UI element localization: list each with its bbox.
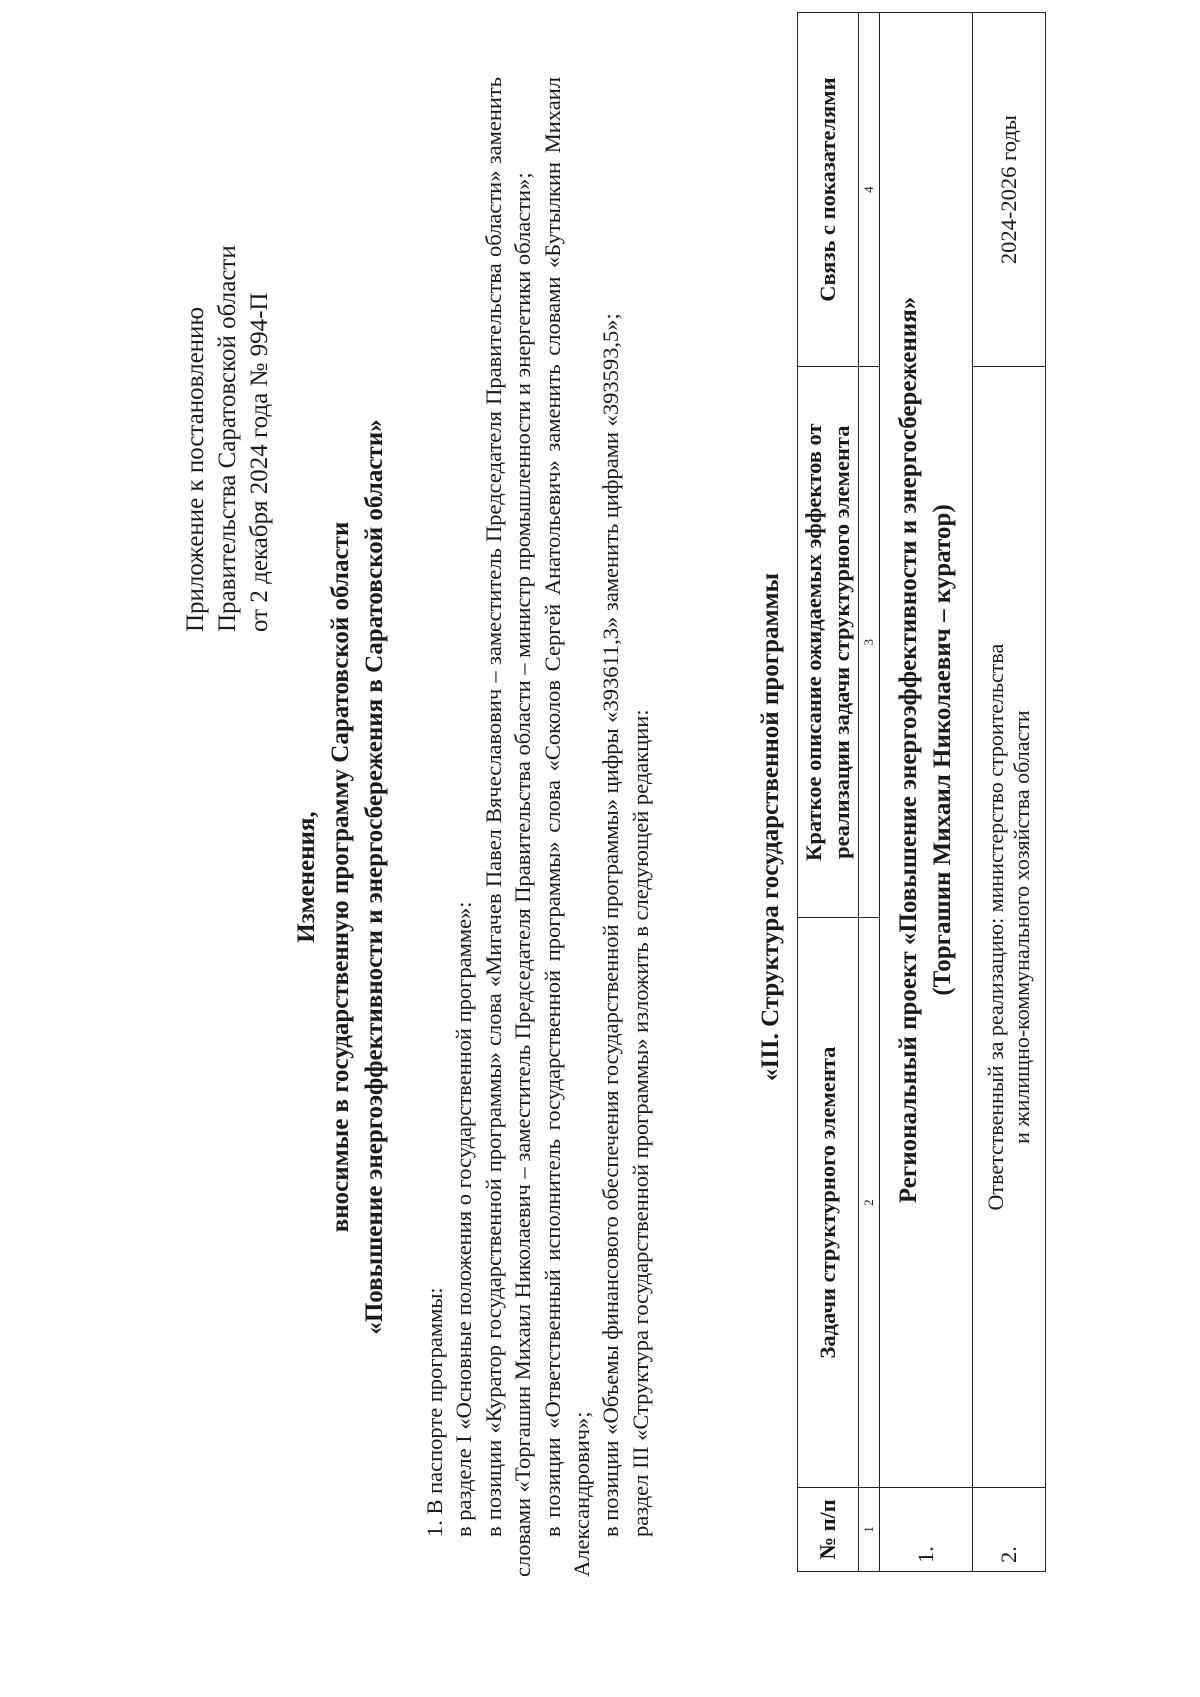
column-number-row xyxy=(859,13,880,1572)
header-task: Задачи структурного элемента xyxy=(798,918,859,1488)
document-title xyxy=(290,257,392,1497)
column-number-1: 1 xyxy=(859,1487,880,1571)
row-1-number: 1. xyxy=(880,1487,973,1571)
paragraph-curator: в позиции «Куратор государственной программы» слова «Мигачев Павел Вячеславович – заместитель Председателя Правительства области» заменить словами «Торгашин Михаил Николаевич – заместитель Председателя Правительства области – министр промышленности и энергетики области»; xyxy=(480,77,536,1577)
column-number-3: 3 xyxy=(859,367,880,918)
regional-project-title xyxy=(880,13,973,1488)
responsible-cell xyxy=(973,367,1046,1488)
header-link: Связь с показателями xyxy=(798,13,859,367)
section-heading: «III. Структура государственной программы xyxy=(757,572,784,1082)
header-desc: Краткое описание ожидаемых эффектов от реализации задачи структурного элемента xyxy=(798,367,859,918)
structure-table xyxy=(797,12,1046,1572)
project-title-line-1: Региональный проект «Повышение энергоэффективности и энергосбережения» xyxy=(895,296,922,1204)
implementation-period: 2024-2026 годы xyxy=(973,13,1046,367)
responsible-line-1: Ответственный за реализацию: министерство строительства xyxy=(983,643,1008,1211)
table-header-row xyxy=(798,13,859,1572)
paragraph-financing: в позиции «Объемы финансового обеспечения государственной программы» цифры «393611,3» заменить цифрами «393593,5»; xyxy=(598,313,624,1537)
approval-line-1: Приложение к постановлению xyxy=(182,306,209,632)
header-num: № п/п xyxy=(798,1487,859,1571)
project-title-line-2: (Торгашин Михаил Николаевич – куратор) xyxy=(929,504,956,996)
paragraph-executor: в позиции «Ответственный исполнитель государственной программы» слова «Соколов Сергей Анатольевич» заменить словами «Бутылкин Михаил Александрович»; xyxy=(539,77,595,1577)
table-row xyxy=(880,13,973,1572)
paragraph-section-3: раздел III «Структура государственной программы» изложить в следующей редакции: xyxy=(627,709,653,1537)
approval-block xyxy=(180,112,276,632)
responsible-line-2: и жилищно-коммунального хозяйства области xyxy=(1009,710,1034,1144)
row-2-number: 2. xyxy=(973,1487,1046,1571)
title-line-2: вносимые в государственную программу Саратовской области xyxy=(327,521,354,1233)
title-line-1: Изменения, xyxy=(293,811,320,943)
column-number-4: 4 xyxy=(859,13,880,367)
table-row xyxy=(973,13,1046,1572)
approval-line-2: Правительства Саратовской области xyxy=(214,245,241,632)
body-text xyxy=(420,77,655,1577)
title-line-3: «Повышение энергоэффективности и энергосбережения в Саратовской области» xyxy=(361,419,388,1335)
paragraph-section-1: в разделе I «Основные положения о государственной программе»: xyxy=(451,901,477,1537)
approval-line-3: от 2 декабря 2024 года № 994-П xyxy=(246,292,273,632)
column-number-2: 2 xyxy=(859,918,880,1488)
paragraph-passport: 1. В паспорте программы: xyxy=(422,1287,447,1537)
